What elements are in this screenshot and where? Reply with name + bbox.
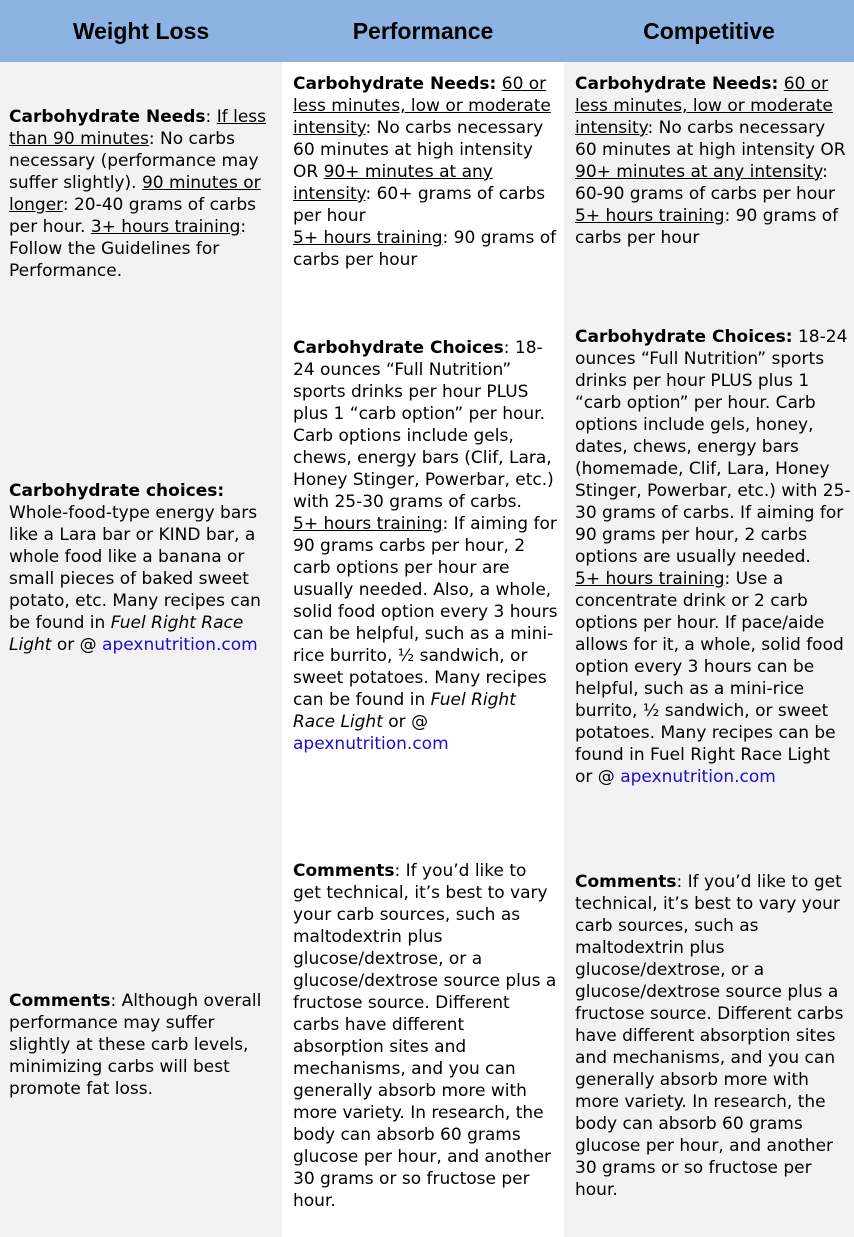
- performance-choices: Carbohydrate Choices: 18-24 ounces “Full Nutrition” sports drinks per hour PLUS plus 1 “carb option” per hour. Carb options include gels, chews, energy bars (Clif, Lara, Honey Stinger, Powerbar, etc.) with 25-30 grams of carbs. 5+ hours training: If aiming for 90 grams carbs per hour, 2 carb options per hour are usually needed. Also, a whole, solid food option every 3 hours can be helpful, such as a mini-rice burrito, ½ sandwich, or sweet potatoes. Many recipes can be found in Fuel Right Race Light or @ apexnutrition.com: [293, 338, 558, 754]
- competitive-choices: Carbohydrate Choices: 18-24 ounces “Full Nutrition” sports drinks per hour PLUS plus 1 “carb option” per hour. Carb options include gels, honey, dates, chews, energy bars (homemade, Clif, Lara, Honey Stinger, Powerbar, etc.) with 25-30 grams of carbs. If aiming for 90 grams per hour, 2 carbs options are usually needed. 5+ hours training: Use a concentrate drink or 2 carb options per hour. If pace/aide allows for it, a whole, solid food option every 3 hours can be helpful, such as a mini-rice burrito, ½ sandwich, or sweet potatoes. Many recipes can be found in Fuel Right Race Light or @ apexnutrition.com: [575, 327, 851, 787]
- needs-label: Carbohydrate Needs:: [575, 74, 779, 94]
- weight-loss-needs: Carbohydrate Needs: If less than 90 minutes: No carbs necessary (performance may suffer slightly). 90 minutes or longer: 20-40 grams of carbs per hour. 3+ hours training: Follow the Guidelines for Performance.: [9, 107, 266, 281]
- competitive-needs: Carbohydrate Needs: 60 or less minutes, low or moderate intensity: No carbs necessary 60 minutes at high intensity OR 90+ minutes at any intensity: 60-90 grams of carbs per hour 5+ hours training: 90 grams of carbs per hour: [575, 74, 846, 248]
- performance-column: [282, 62, 564, 1237]
- needs-label: Carbohydrate Needs: [9, 107, 206, 127]
- table-header-row: [0, 0, 854, 62]
- header-performance: Performance: [352, 18, 494, 44]
- apexnutrition-link[interactable]: apexnutrition.com: [293, 734, 449, 754]
- choices-label: Carbohydrate Choices: [293, 338, 504, 358]
- header-competitive: Competitive: [643, 18, 775, 44]
- performance-needs: Carbohydrate Needs: 60 or less minutes, low or moderate intensity: No carbs necessary 60 minutes at high intensity OR 90+ minutes at any intensity: 60+ grams of carbs per hour 5+ hours training: 90 grams of carbs per hour: [293, 74, 557, 270]
- weight-loss-column: [0, 62, 282, 1237]
- comments-label: Comments: [575, 872, 677, 892]
- weight-loss-comments: Comments: Although overall performance may suffer slightly at these carb levels, minimizing carbs will best promote fat loss.: [9, 991, 262, 1099]
- competitive-column: [564, 62, 854, 1237]
- choices-label: Carbohydrate Choices:: [575, 327, 793, 347]
- header-weight-loss: Weight Loss: [72, 18, 210, 44]
- comments-label: Comments: [293, 861, 395, 881]
- needs-label: Carbohydrate Needs:: [293, 74, 497, 94]
- apexnutrition-link[interactable]: apexnutrition.com: [102, 635, 258, 655]
- comments-label: Comments: [9, 991, 111, 1011]
- choices-label: Carbohydrate choices:: [9, 481, 225, 501]
- apexnutrition-link[interactable]: apexnutrition.com: [620, 767, 776, 787]
- weight-loss-choices: Carbohydrate choices: Whole-food-type energy bars like a Lara bar or KIND bar, a whole food like a banana or small pieces of baked sweet potato, etc. Many recipes can be found in Fuel Right Race Light or @ apexnutrition.com: [9, 481, 261, 655]
- performance-comments: Comments: If you’d like to get technical, it’s best to vary your carb sources, such as maltodextrin plus glucose/dextrose, or a glucose/dextrose source plus a fructose source. Different carbs have different absorption sites and mechanisms, and you can generally absorb more with more variety. In research, the body can absorb 60 grams glucose per hour, and another 30 grams or so fructose per hour.: [293, 861, 557, 1211]
- competitive-comments: Comments: If you’d like to get technical, it’s best to vary your carb sources, such as maltodextrin plus glucose/dextrose, or a glucose/dextrose source plus a fructose source. Different carbs have different absorption sites and mechanisms, and you can generally absorb more with more variety. In research, the body can absorb 60 grams glucose per hour, and another 30 grams or so fructose per hour.: [575, 872, 844, 1200]
